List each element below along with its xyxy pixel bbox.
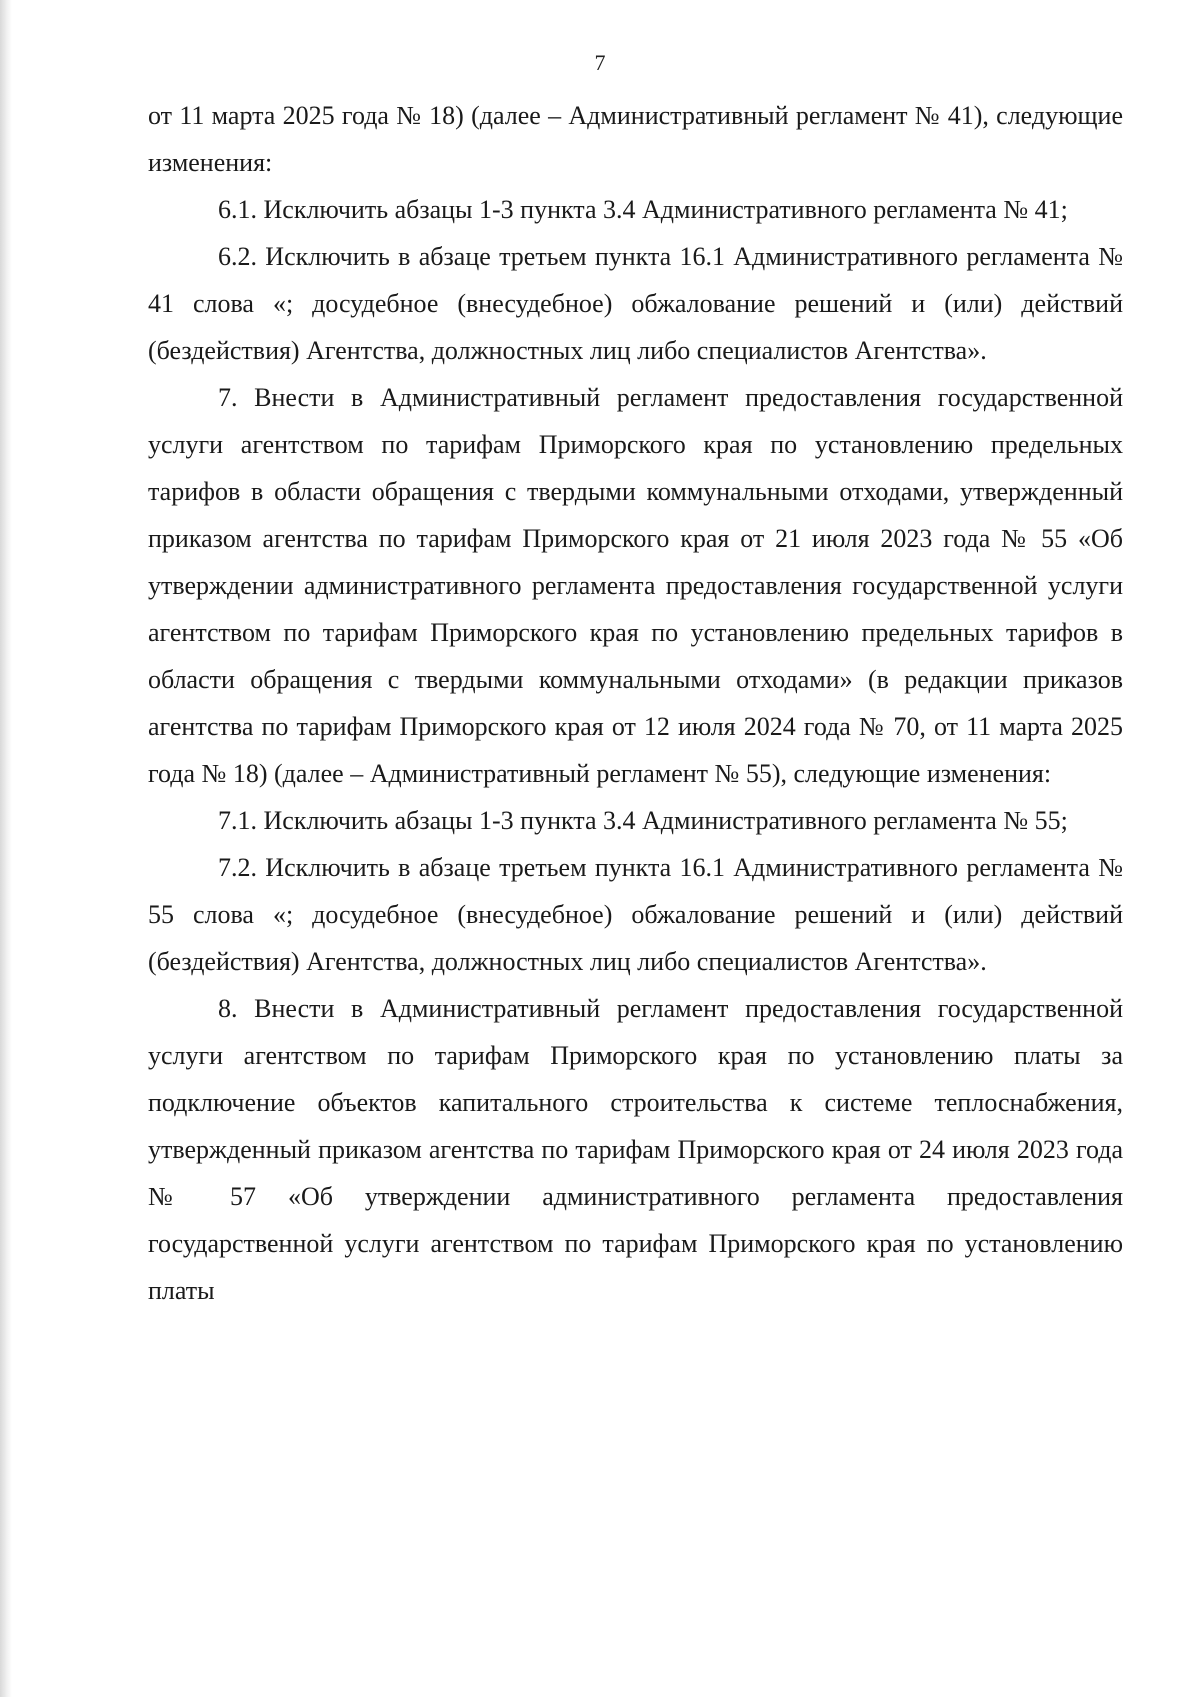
page-number: 7 [594,50,606,75]
paragraph-7-1: 7.1. Исключить абзацы 1-3 пункта 3.4 Административного регламента № 55; [218,806,1068,835]
page-edge-shadow [0,0,12,1697]
paragraph-6-2: 6.2. Исключить в абзаце третьем пункта 16.1 Административного регламента № 41 слова «; досудебное (внесудебное) обжалование решений и (или) действий (бездействия) Агентства, должностных лиц либо специалистов Агентства». [148,242,1123,365]
document-body [148,92,1123,1314]
paragraph-7: 7. Внести в Административный регламент предоставления государственной услуги агентством по тарифам Приморского края по установлению предельных тарифов в области обращения с твердыми коммунальными отходами, утвержденный приказом агентства по тарифам Приморского края от 21 июля 2023 года № 55 «Об утверждении административного регламента предоставления государственной услуги агентством по тарифам Приморского края по установлению предельных тарифов в области обращения с твердыми коммунальными отходами» (в редакции приказов агентства по тарифам Приморского края от 12 июля 2024 года № 70, от 11 марта 2025 года № 18) (далее – Административный регламент № 55), следующие изменения: [148,383,1123,788]
paragraph-8: 8. Внести в Административный регламент предоставления государственной услуги агентством по тарифам Приморского края по установлению платы за подключение объектов капитального строительства к системе теплоснабжения, утвержденный приказом агентства по тарифам Приморского края от 24 июля 2023 года № 57 «Об утверждении административного регламента предоставления государственной услуги агентством по тарифам Приморского края по установлению платы [148,994,1123,1305]
paragraph-7-2: 7.2. Исключить в абзаце третьем пункта 16.1 Административного регламента № 55 слова «; досудебное (внесудебное) обжалование решений и (или) действий (бездействия) Агентства, должностных лиц либо специалистов Агентства». [148,853,1123,976]
paragraph-continuation: от 11 марта 2025 года № 18) (далее – Административный регламент № 41), следующие изменения: [148,101,1123,177]
paragraph-6-1: 6.1. Исключить абзацы 1-3 пункта 3.4 Административного регламента № 41; [218,195,1068,224]
